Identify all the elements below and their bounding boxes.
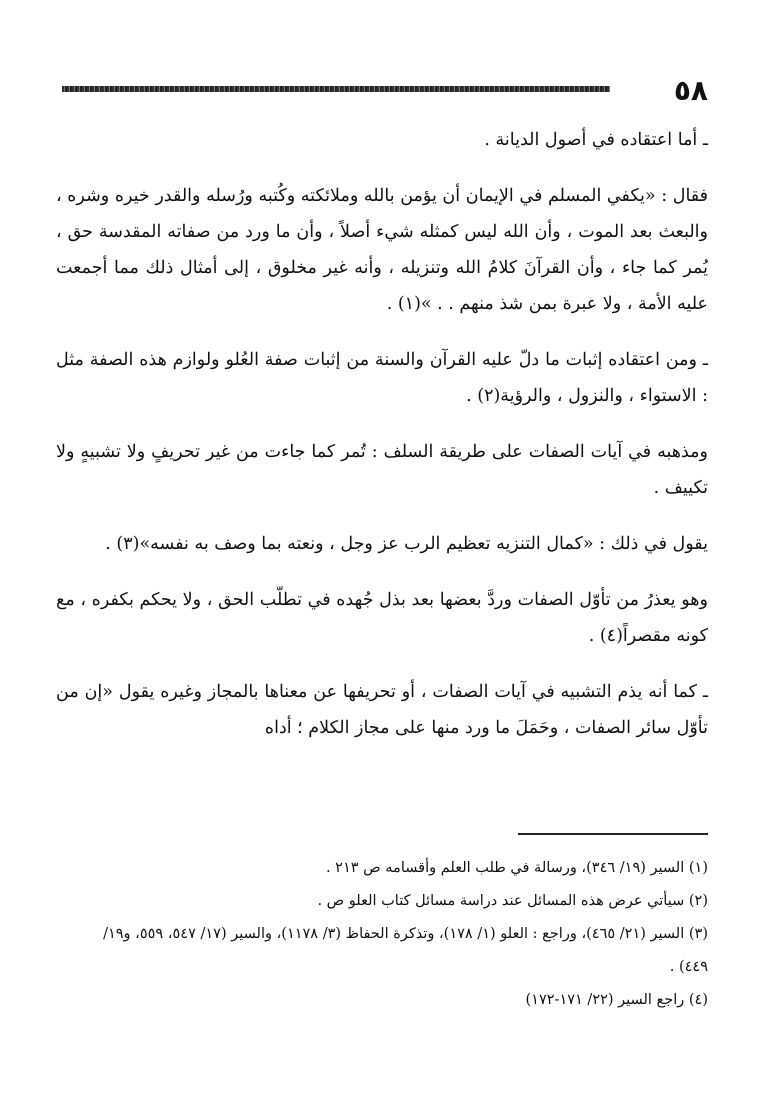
footnote-divider xyxy=(518,833,708,835)
paragraph-creed-intro: ـ أما اعتقاده في أصول الديانة . xyxy=(484,130,708,150)
header-rule xyxy=(62,86,610,92)
page-number: ٥٨ xyxy=(673,74,708,107)
paragraph-quote-faith: فقال : «يكفي المسلم في الإيمان أن يؤمن بالله وملائكته وكُتبه ورُسله والقدر خيره وشره ، والبعث بعد الموت ، وأن الله ليس كمثله شيء أصلاً ، وأن ما ورد من صفاته المقدسة حق ، يُمر كما جاء ، وأن القرآنَ كلامُ الله وتنزيله ، وأنه غير مخلوق ، إلى أمثال ذلك مما أجمعت عليه الأمة ، ولا عبرة بمن شذ منهم . . »(١) . xyxy=(56,186,708,314)
body-text xyxy=(56,122,708,766)
paragraph-excuse: وهو يعذرُ من تأوّل الصفات وردَّ بعضها بعد بذل جُهده في تطلّب الحق ، ولا يحكم بكفره ، مع كونه مقصراً(٤) . xyxy=(56,590,708,646)
paragraph-tashbih: ـ كما أنه يذم التشبيه في آيات الصفات ، أو تحريفها عن معناها بالمجاز وغيره يقول «إن من تأوّل سائر الصفات ، وحَمَلَ ما ورد منها على مجاز الكلام ؛ أداه xyxy=(56,682,708,738)
paragraph-attributes-method: ومذهبه في آيات الصفات على طريقة السلف : تُمر كما جاءت من غير تحريفٍ ولا تشبيهٍ ولا تكييف . xyxy=(56,442,708,498)
paragraph-elevation: ـ ومن اعتقاده إثبات ما دلّ عليه القرآن والسنة من إثبات صفة العُلو ولوازم هذه الصفة مثل : الاستواء ، والنزول ، والرؤية(٢) . xyxy=(56,350,708,406)
page-header xyxy=(62,74,708,107)
paragraph-tanzih-quote: يقول في ذلك : «كمال التنزيه تعظيم الرب عز وجل ، ونعته بما وصف به نفسه»(٣) . xyxy=(105,534,708,554)
footnote-2: (٢) سيأتي عرض هذه المسائل عند دراسة مسائل كتاب العلو ص . xyxy=(317,893,708,909)
footnote-1: (١) السير (١٩/ ٣٤٦)، ورسالة في طلب العلم وأقسامه ص ٢١٣ . xyxy=(325,860,708,876)
footnote-4: (٤) راجع السير (٢٢/ ١٧١-١٧٢) xyxy=(525,992,708,1008)
footnotes xyxy=(72,852,708,1017)
footnote-3: (٣) السير (٢١/ ٤٦٥)، وراجع : العلو (١/ ١٧٨)، وتذكرة الحفاظ (٣/ ١١٧٨)، والسير (١٧/ ٥٤٧، ٥٥٩، و١٩/ ٤٤٩) . xyxy=(103,926,708,975)
